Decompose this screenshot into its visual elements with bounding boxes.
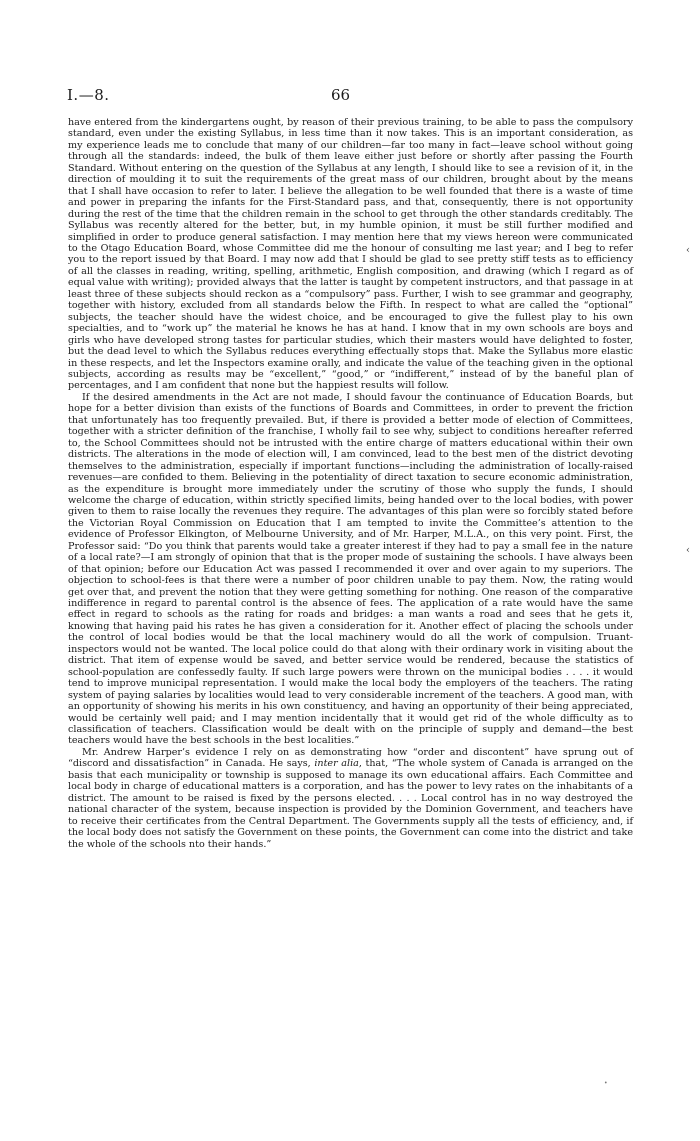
document-reference: I.—8. (67, 86, 110, 104)
paragraph-3-text-a: Mr. Andrew Harper’s evidence I rely on as demonstrating how “order and discontent” have sprung out of “discord and dissatisfaction” in Canada. He says, (68, 746, 633, 770)
paragraph-3-italic: inter alia (314, 758, 359, 770)
margin-mark: ‹ (686, 245, 690, 256)
paragraph-1: have entered from the kindergartens ought, by reason of their previous training, to be able to pass the compulsory standard, even under the existing Syllabus, in less time than it now takes. This is an important consideration, as my experience leads me to conclude that many of our children—far too many in fact—leave school without going through all the standards: indeed, the bulk of them leave either just before or shortly after passing the Fourth Standard. Without entering on the question of the Syllabus at any length, I should like to see a revision of it, in the direction of moulding it to suit the requirements of the great mass of our children, brought about by the means that I shall have occasion to refer to later. I believe the allegation to be well founded that there is a waste of time and power in preparing the infants for the First-Standard pass, and that, consequently, there is not opportunity during the rest of the time that the children remain in the school to get through the other standards creditably. The Syllabus was recently altered for the better, but, in my humble opinion, it must be still further modified and simplified in order to produce general satisfaction. I may mention here that my views hereon were communicated to the Otago Education Board, whose Committee did me the honour of consulting me last year; and I beg to refer you to the report issued by that Board. I may now add that I should be glad to see pretty stiff tests as to efficiency of all the classes in reading, writing, spelling, arithmetic, English composition, and drawing (which I regard as of equal value with writing); provided always that the latter is taught by competent instructors, and that passage in at least three of these subjects should reckon as a “compulsory” pass. Further, I wish to see grammar and geography, together with history, excluded from all standards below the Fifth. In respect to what are called the “optional” subjects, the teacher should have the widest choice, and be encouraged to give the fullest play to his own specialties, and to “work up” the material he knows he has at hand. I know that in my own schools are boys and girls who have developed strong tastes for particular studies, which their masters would have delighted to foster, but the dead level to which the Syllabus reduces everything effectually stops that. Make the Syllabus more elastic in these respects, and let the Inspectors examine orally, and indicate the value of the teaching given in the optional subjects, according as results may be “excellent,” “good,” or “indifferent,” instead of by the baneful plan of percentages, and I am confident that none but the happiest results will follow. (68, 117, 633, 392)
margin-mark: ‹ (686, 545, 690, 556)
scan-speck: • (604, 1080, 608, 1087)
page-number: 66 (331, 86, 351, 104)
paragraph-2: If the desired amendments in the Act are not made, I should favour the continuance of Education Boards, but hope for a better division than exists of the functions of Boards and Committees, in order to prevent the friction that unfortunately has too frequently prevailed. But, if there is provided a better mode of election of Committees, together with a stricter definition of the franchise, I wholly fail to see why, subject to conditions hereafter referred to, the School Committees should not be intrusted with the entire charge of matters educational within their own districts. The alterations in the mode of election will, I am convinced, lead to the best men of the district devoting themselves to the administration, especially if important functions—including the administration of locally-raised revenues—are confided to them. Believing in the potentiality of direct taxation to secure economic administration, as the expenditure is brought more immediately under the scrutiny of those who supply the funds, I should welcome the charge of education, within strictly specified limits, being handed over to the local bodies, with power given to them to raise locally the revenues they require. The advantages of this plan were so forcibly stated before the Victorian Royal Commission on Education that I am tempted to invite the Committee’s attention to the evidence of Professor Elkington, of Melbourne University, and of Mr. Harper, M.L.A., on this very point. First, the Professor said: “Do you think that parents would take a greater interest if they had to pay a small fee in the nature of a local rate?—I am strongly of opinion that that is the proper mode of sustaining the schools. I have always been of that opinion; before our Education Act was passed I recommended it over and over again to my superiors. The objection to school-fees is that there were a number of poor children unable to pay them. Now, the rating would get over that, and prevent the notion that they were getting something for nothing. One reason of the comparative indifference in regard to parental control is the absence of fees. The application of a rate would have the same effect in regard to schools as the rating for roads and bridges: a man wants a road and sees that he gets it, knowing that having paid his rates he has given a consideration for it. Another effect of placing the schools under the control of local bodies would be that the local machinery would do all the work of compulsion. Truant-inspectors would not be wanted. The local police could do that along with their ordinary work in visiting about the district. That item of expense would be saved, and better service would be rendered, because the statistics of school-population are confessedly faulty. If such large powers were thrown on the municipal bodies . . . . it would tend to improve municipal representation. I would make the local body the employers of the teachers. The rating system of paying salaries by localities would lead to very considerable increment of the teachers. A good man, with an opportunity of showing his merits in his own constituency, and having an opportunity of their being appreciated, would be certainly well paid; and I may mention incidentally that it would get rid of the whole difficulty as to classification of teachers. Classification would be dealt with on the principle of supply and demand—the best teachers would have the best schools in the best localities.” (68, 391, 633, 747)
paragraph-3-text-b: , that, “The whole system of Canada is arranged on the basis that each municipality or township is supposed to manage its own educational affairs. Each Committee and local body in charge of educational matters is a corporation, and has the power to levy rates on the inhabitants of a district. The amount to be raised is fixed by the persons elected. . . . Local control has in no way destroyed the national character of the system, because inspection is provided by the Dominion Government, and teachers have to receive their certificates from the Central Department. The Governments supply all the tests of efficiency, and, if the local body does not satisfy the Government on these points, the Government can come into the district and take the whole of the schools nto their hands.” (68, 758, 634, 850)
body-text (68, 117, 633, 850)
paragraph-3 (68, 747, 633, 850)
